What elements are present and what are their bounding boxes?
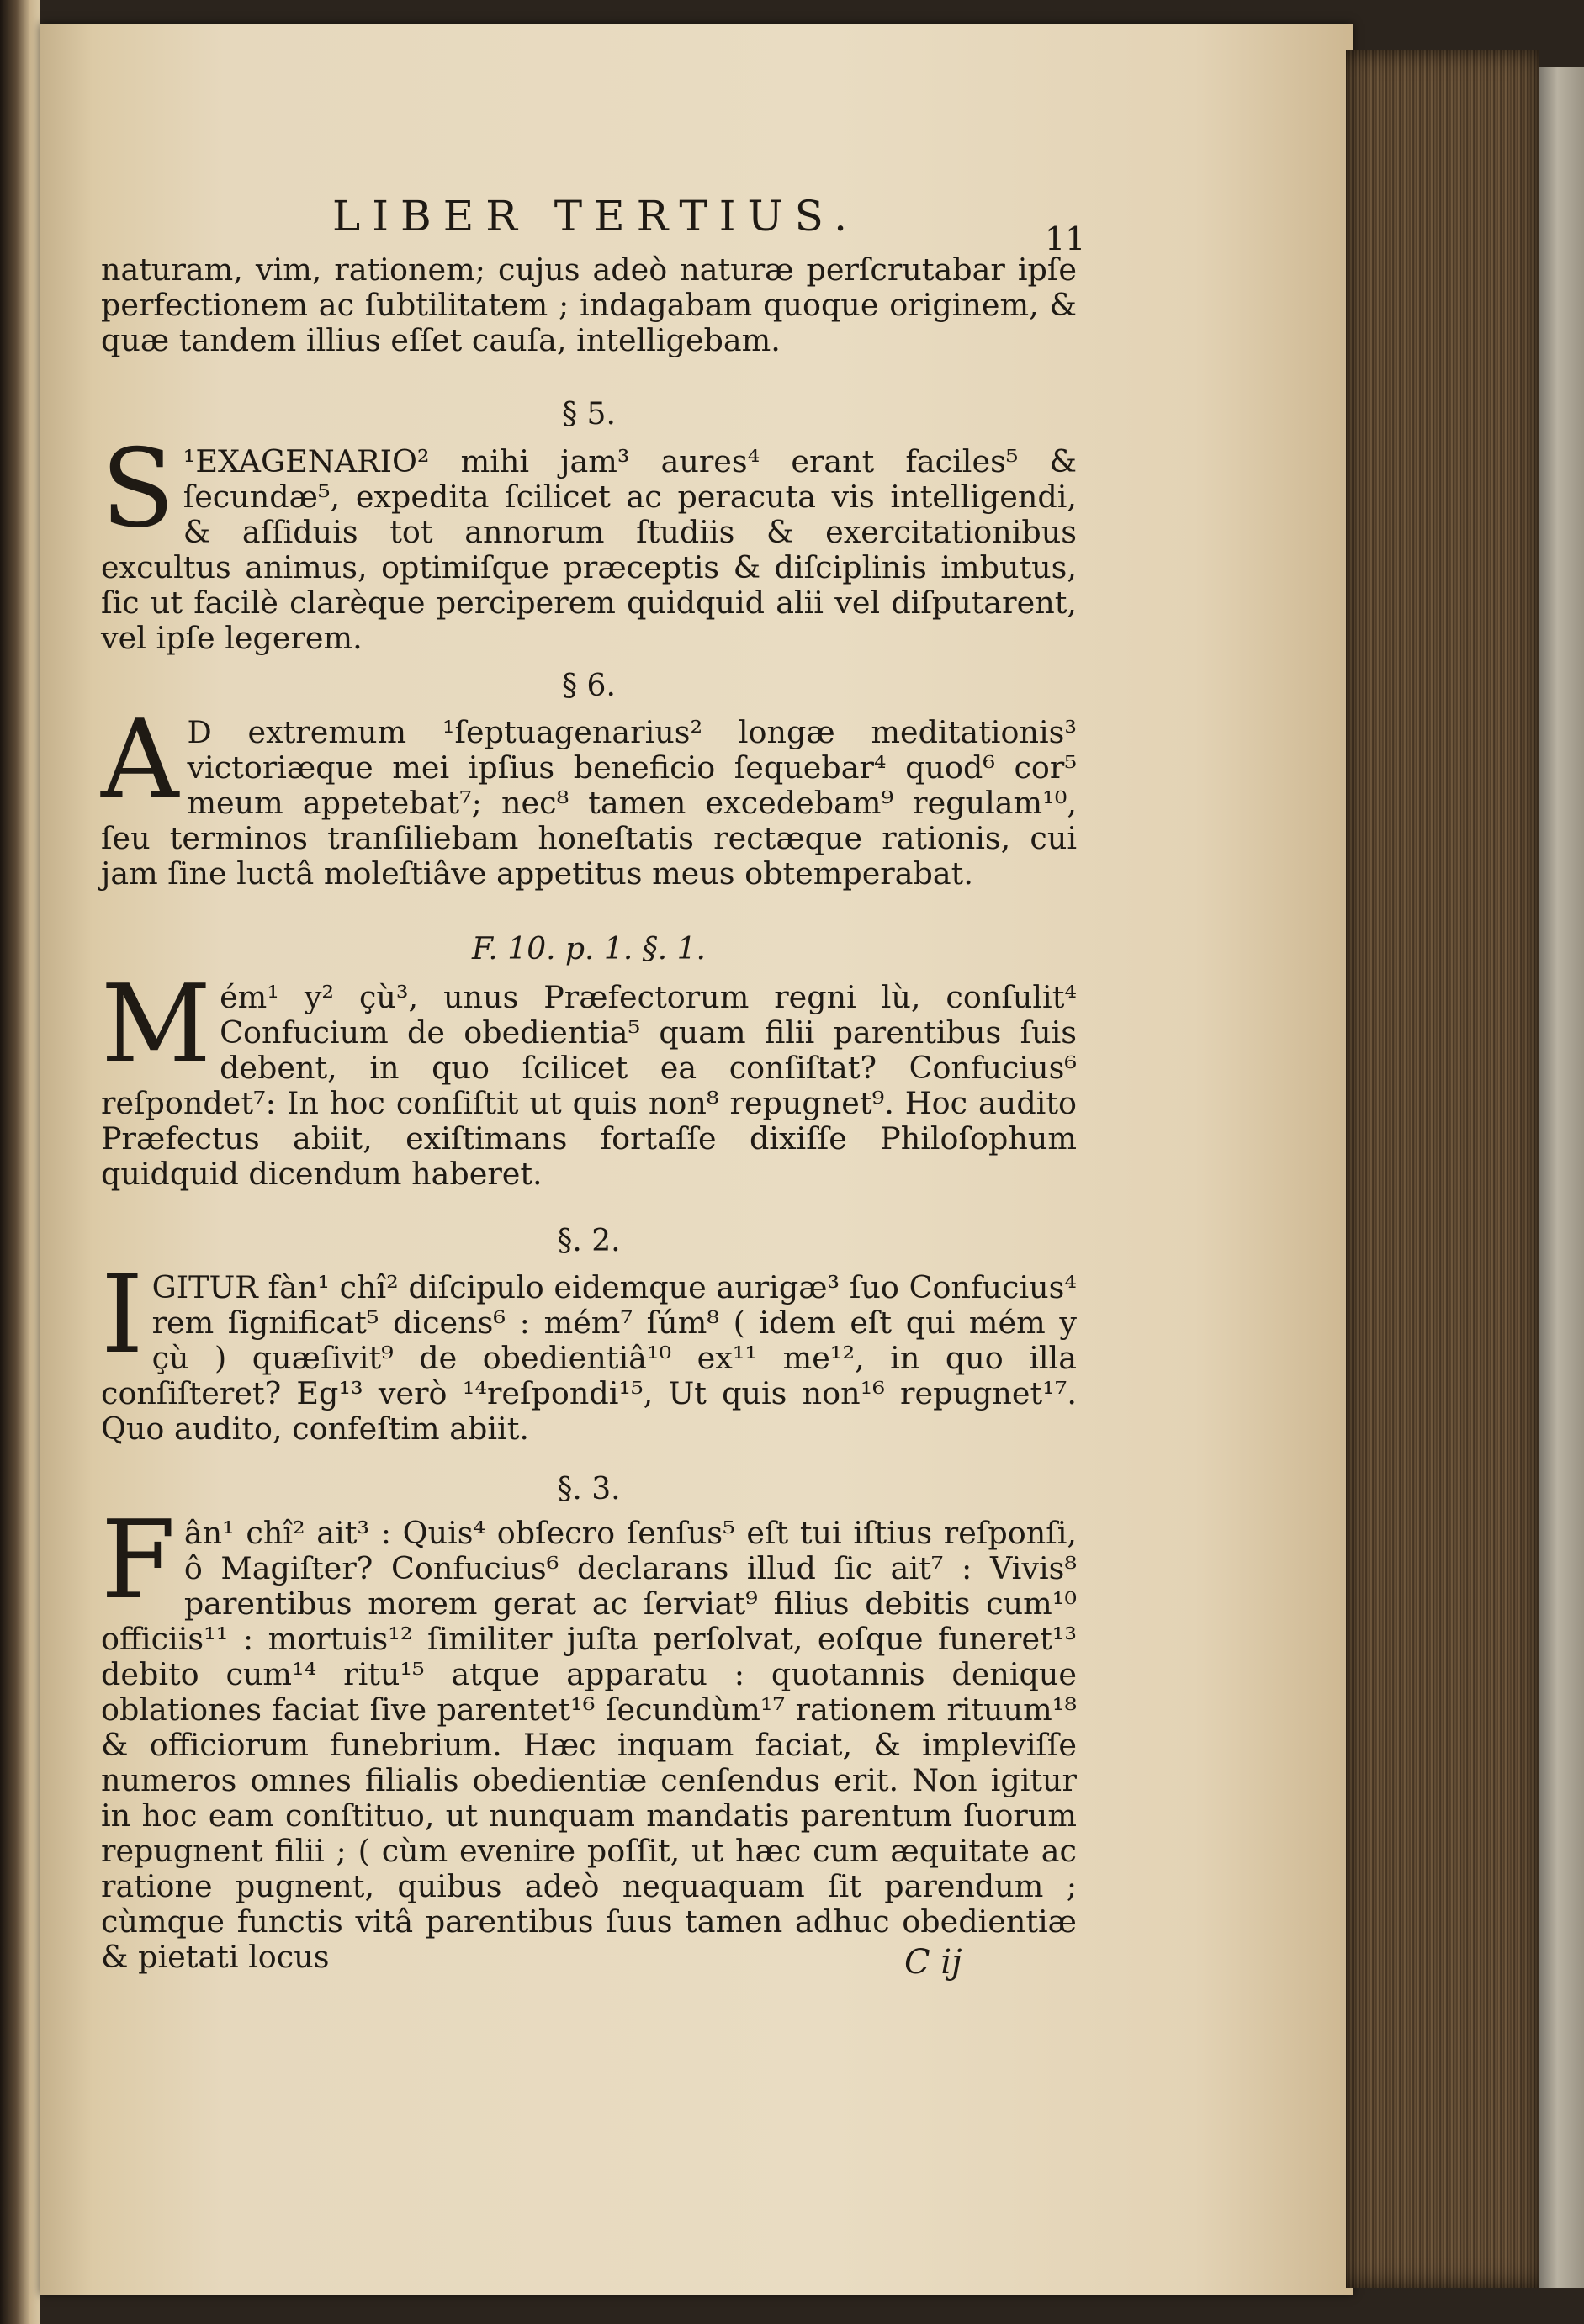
- dropcap-a: A: [101, 697, 179, 823]
- paragraph-1: naturam, vim, rationem; cujus adeò naturæ perſcrutabar ipſe perfectionem ac ſubtilitatem ; indagabam quoque originem, & quæ tandem illius eſſet cauſa, intelligebam.: [101, 251, 1077, 358]
- paragraph-5: [101, 1252, 1077, 1447]
- section-mark-3: §. 3.: [557, 1472, 621, 1506]
- paragraph-2: [101, 426, 1077, 656]
- left-page-edge: [0, 0, 40, 2324]
- section-mark-2: §. 2.: [557, 1224, 621, 1258]
- running-head: LIBER TERTIUS.: [332, 192, 859, 241]
- paragraph-3: [101, 697, 1077, 892]
- paragraph-3-text: D extremum ¹ſeptuagenarius² longæ meditationis³ victoriæque mei ipſius beneficio ſequebar⁴ quod⁶ cor⁵ meum appetebat⁷; nec⁸ tamen excedebam⁹ regulam¹⁰, ſeu terminos tranſiliebam honeſtatis rectæque rationis, cui jam ſine luctâ moleſtiâve appetitus meus obtemperabat.: [101, 714, 1077, 892]
- reference-mark: F. 10. p. 1. §. 1.: [472, 932, 706, 966]
- book-fore-edge: [1346, 50, 1539, 2288]
- page-number: 11: [1045, 220, 1086, 257]
- dropcap-i: I: [101, 1252, 144, 1378]
- paragraph-5-text: GITUR fàn¹ chî² diſcipulo eidemque aurigæ³ ſuo Confucius⁴ rem ſignificat⁵ dicens⁶ : mém⁷ ſúm⁸ ( idem eſt qui mém y çù ) quæſivit⁹ de obedientiâ¹⁰ ex¹¹ me¹², in quo illa conſiſteret? Eg¹³ verò ¹⁴reſpondi¹⁵, Ut quis non¹⁶ repugnet¹⁷. Quo audito, confeſtim abiit.: [101, 1269, 1077, 1447]
- paragraph-6: [101, 1498, 1077, 1975]
- paragraph-6-text: ân¹ chî² ait³ : Quis⁴ obſecro ſenſus⁵ eſt tui iſtius reſponſi, ô Magiſter? Confucius⁶ declarans illud ſic ait⁷ : Vivis⁸ parentibus morem gerat ac ſerviat⁹ filius debitis cum¹⁰ officiis¹¹ : mortuis¹² ſimiliter juſta perſolvat, eoſque funeret¹³ debito cum¹⁴ ritu¹⁵ atque apparatu : quotannis denique oblationes faciat ſive parentet¹⁶ ſecundùm¹⁷ rationem rituum¹⁸ & officiorum funebrium. Hæc inquam faciat, & impleviſſe numeros omnes filialis obedientiæ cenſendus erit. Non igitur in hoc eam conſtituo, ut nunquam mandatis parentum ſuorum repugnent filii ; ( cùm evenire poſſit, ut hæc cum æquitate ac ratione pugnent, quibus adeò nequaquam ſit parendum ; cùmque functis vitâ parentibus ſuus tamen adhuc obedientiæ & pietati locus: [101, 1515, 1077, 1975]
- dropcap-s: S: [101, 426, 175, 552]
- section-mark-6: § 6.: [562, 669, 616, 703]
- paragraph-4-text: ém¹ y² çù³, unus Præfectorum regni lù, conſulit⁴ Confucium de obedientia⁵ quam filii parentibus ſuis debent, in quo ſcilicet ea conſiſtat? Confucius⁶ reſpondet⁷: In hoc conſiſtit ut quis non⁸ repugnet⁹. Hoc audito Præfectus abiit, exiſtimans fortaſſe dixiſſe Philoſophum quidquid dicendum haberet.: [101, 979, 1077, 1192]
- signature-mark: C ij: [904, 1943, 962, 1982]
- dropcap-m: M: [101, 962, 212, 1088]
- paragraph-2-text: ¹EXAGENARIO² mihi jam³ aures⁴ erant faciles⁵ & ſecundæ⁵, expedita ſcilicet ac peracuta vis intelligendi, & aſſiduis tot annorum ſtudiis & exercitationibus excultus animus, optimiſque præceptis & diſciplinis imbutus, ſic ut facilè clarèque perciperem quidquid alii vel diſputarent, vel ipſe legerem.: [101, 443, 1077, 656]
- section-mark-5: § 5.: [562, 397, 616, 431]
- background-surface: [1539, 67, 1584, 2288]
- paragraph-4: [101, 962, 1077, 1192]
- dropcap-f: F: [101, 1498, 176, 1623]
